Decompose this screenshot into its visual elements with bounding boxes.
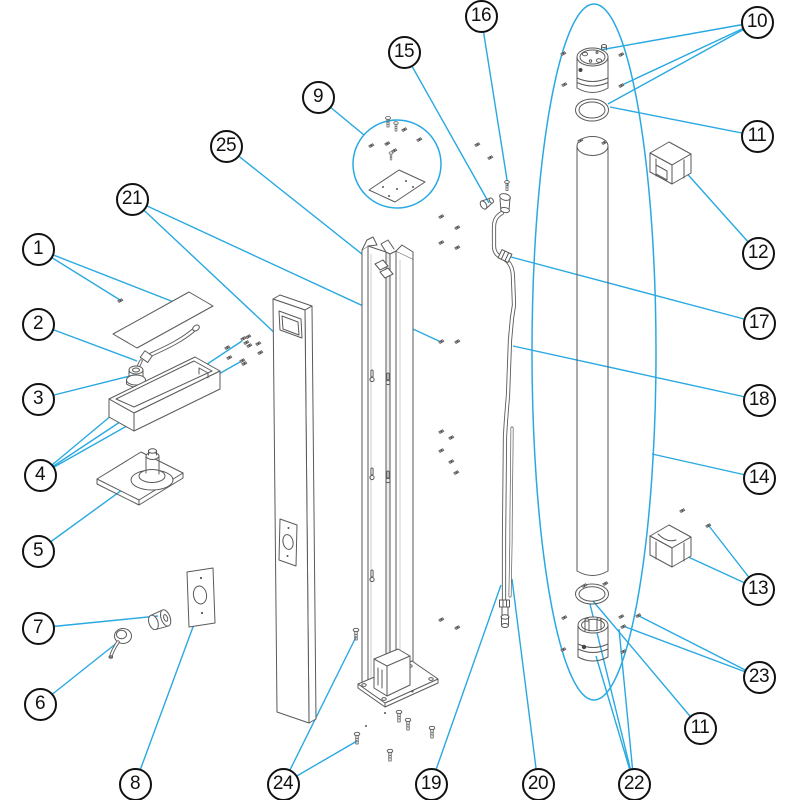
callout-number: 16 bbox=[470, 5, 492, 26]
callout-16 bbox=[465, 0, 498, 33]
callout-11-2 bbox=[684, 712, 717, 745]
callout-number: 9 bbox=[312, 86, 324, 107]
callout-14 bbox=[743, 462, 776, 495]
callout-number: 2 bbox=[32, 313, 44, 334]
callout-number: 11 bbox=[690, 717, 710, 738]
callout-5 bbox=[22, 535, 55, 568]
callout-number: 18 bbox=[748, 389, 770, 410]
callout-12 bbox=[742, 237, 775, 270]
callout-number: 3 bbox=[32, 388, 44, 409]
callout-7 bbox=[22, 612, 55, 645]
callout-9 bbox=[302, 81, 335, 114]
callout-number: 10 bbox=[746, 11, 768, 32]
callout-number: 14 bbox=[748, 467, 770, 488]
callout-number: 6 bbox=[34, 693, 46, 714]
callout-number: 20 bbox=[527, 773, 549, 794]
callout-number: 11 bbox=[747, 125, 767, 146]
callout-2 bbox=[22, 308, 55, 341]
callout-3 bbox=[22, 383, 55, 416]
callout-23 bbox=[743, 661, 776, 694]
callout-number: 15 bbox=[393, 41, 415, 62]
callout-number: 23 bbox=[748, 666, 770, 687]
callout-24 bbox=[267, 768, 300, 800]
callout-18 bbox=[743, 384, 776, 417]
callout-17 bbox=[743, 307, 776, 340]
callout-number: 7 bbox=[32, 617, 44, 638]
callout-number: 22 bbox=[623, 773, 645, 794]
callout-22 bbox=[618, 768, 651, 800]
callout-8 bbox=[119, 768, 152, 800]
callout-number: 25 bbox=[215, 135, 237, 156]
callout-number: 1 bbox=[32, 238, 44, 259]
callout-number: 24 bbox=[272, 773, 294, 794]
callout-number: 19 bbox=[420, 773, 442, 794]
callout-21 bbox=[116, 183, 149, 216]
callout-number: 5 bbox=[32, 540, 44, 561]
callout-6 bbox=[24, 688, 57, 721]
callout-11 bbox=[741, 120, 774, 153]
callout-4 bbox=[24, 459, 57, 492]
callout-number: 21 bbox=[121, 188, 143, 209]
callout-number: 4 bbox=[34, 464, 46, 485]
callout-number: 12 bbox=[747, 242, 769, 263]
callout-10 bbox=[741, 6, 774, 39]
callout-number: 8 bbox=[129, 773, 141, 794]
callout-1 bbox=[22, 233, 55, 266]
callout-19 bbox=[415, 768, 448, 800]
callout-number: 13 bbox=[747, 578, 769, 599]
callout-25 bbox=[210, 130, 243, 163]
callout-15 bbox=[388, 36, 421, 69]
callout-number: 17 bbox=[748, 312, 770, 333]
callout-13 bbox=[742, 573, 775, 606]
callout-20 bbox=[522, 768, 555, 800]
